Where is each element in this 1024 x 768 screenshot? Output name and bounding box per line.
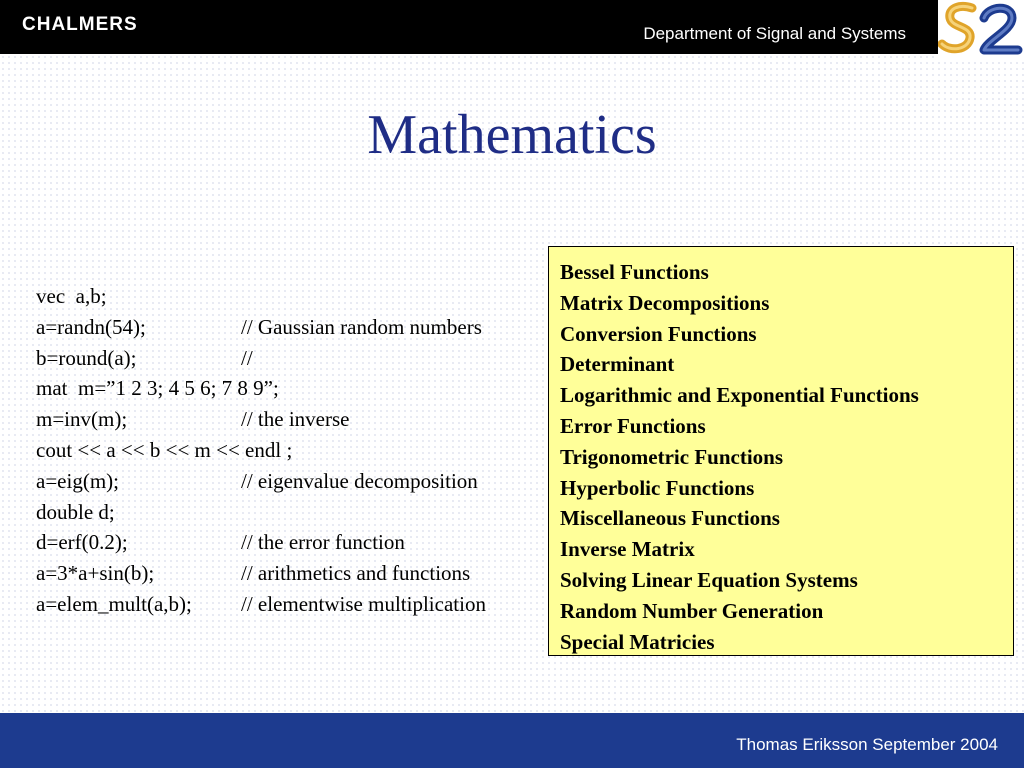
code-statement: a=randn(54); — [36, 314, 146, 339]
code-statement: b=round(a); — [36, 345, 137, 370]
code-statement: cout << a << b << m << endl ; — [36, 437, 293, 462]
code-comment: // Gaussian random numbers — [241, 314, 482, 339]
code-statement: m=inv(m); — [36, 407, 128, 432]
code-comment: // the inverse — [241, 407, 350, 432]
code-comment: // elementwise multiplication — [241, 591, 486, 616]
code-line — [36, 312, 486, 343]
code-line — [36, 373, 486, 404]
function-item: Random Number Generation — [560, 598, 824, 623]
function-item: Determinant — [560, 352, 675, 377]
code-statement: a=3*a+sin(b); — [36, 561, 155, 586]
code-comment: // — [241, 345, 253, 370]
function-item: Logarithmic and Exponential Functions — [560, 383, 919, 408]
code-sample — [36, 281, 486, 620]
code-statement: a=eig(m); — [36, 468, 119, 493]
code-statement: mat m=”1 2 3; 4 5 6; 7 8 9”; — [36, 376, 279, 401]
code-statement: d=erf(0.2); — [36, 530, 128, 555]
code-comment: // the error function — [241, 530, 405, 555]
footer-author-date: Thomas Eriksson September 2004 — [736, 735, 998, 754]
function-item: Solving Linear Equation Systems — [560, 567, 858, 592]
footer-bar — [0, 713, 1024, 768]
code-statement: a=elem_mult(a,b); — [36, 591, 192, 616]
function-item: Conversion Functions — [560, 321, 757, 346]
function-item: Trigonometric Functions — [560, 444, 784, 469]
code-line — [36, 404, 486, 435]
function-item: Hyperbolic Functions — [560, 475, 755, 500]
code-comment: // eigenvalue decomposition — [241, 468, 478, 493]
function-item: Error Functions — [560, 413, 706, 438]
function-item: Matrix Decompositions — [560, 290, 770, 315]
code-statement: double d; — [36, 499, 115, 524]
function-item: Miscellaneous Functions — [560, 506, 780, 531]
slide-title: Mathematics — [367, 104, 657, 166]
code-line — [36, 343, 486, 374]
code-line — [36, 281, 486, 312]
header-bar — [0, 0, 1024, 54]
code-line — [36, 497, 486, 528]
function-list-box — [548, 246, 1014, 656]
code-line — [36, 435, 486, 466]
code-statement: vec a,b; — [36, 284, 107, 308]
code-line — [36, 589, 486, 620]
s2-logo-icon — [938, 0, 1024, 58]
code-line — [36, 527, 486, 558]
department-name: Department of Signal and Systems — [643, 24, 906, 43]
function-item: Special Matricies — [560, 629, 715, 654]
function-item: Inverse Matrix — [560, 537, 695, 562]
chalmers-logo: CHALMERS — [22, 14, 138, 35]
code-line — [36, 466, 486, 497]
code-line — [36, 558, 486, 589]
code-comment: // arithmetics and functions — [241, 561, 471, 586]
function-item: Bessel Functions — [560, 260, 709, 284]
